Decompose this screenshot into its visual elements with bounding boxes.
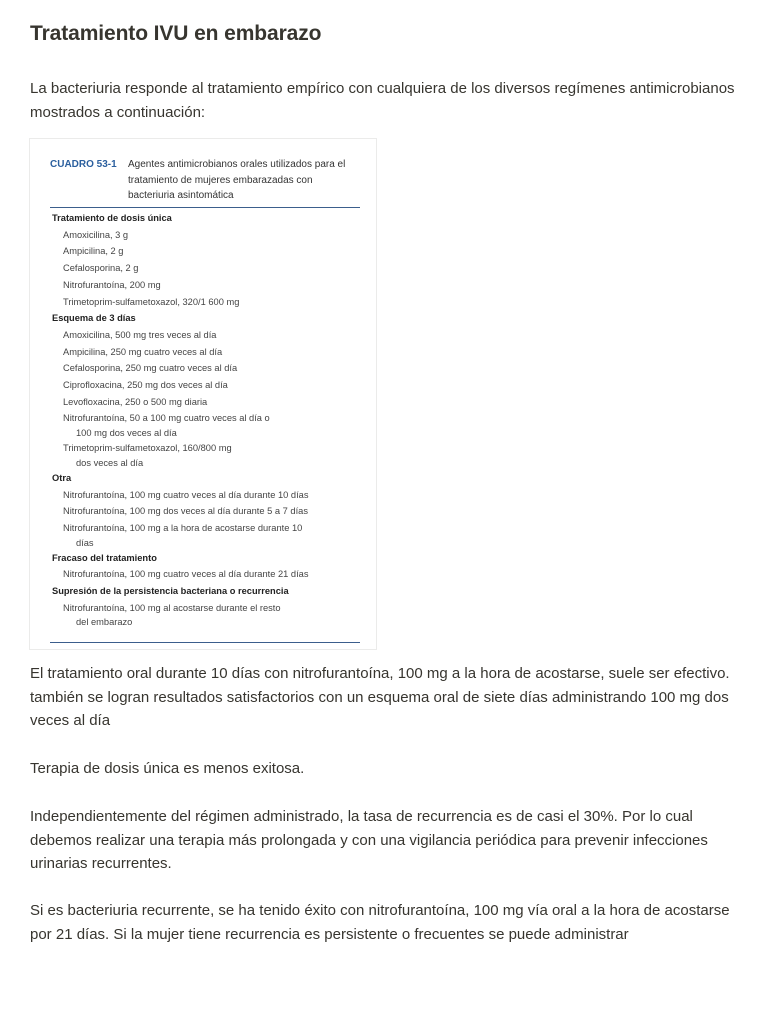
table-item (52, 410, 362, 440)
table-item: Nitrofurantoína, 100 mg cuatro veces al día durante 10 días (63, 489, 309, 500)
table-section-heading: Otra (52, 472, 72, 483)
table-top-rule (50, 207, 360, 208)
table-item: Amoxicilina, 3 g (63, 229, 129, 240)
table-section-heading: Supresión de la persistencia bacteriana o recurrencia (52, 586, 289, 597)
paragraph-recurrence: Independientemente del régimen administrado, la tasa de recurrencia es de casi el 30%. Por lo cual debemos realizar una terapia más prolongada y con una vigilancia periódica para prevenir infecciones urinarias recurrentes. (30, 808, 708, 872)
table-item: Amoxicilina, 500 mg tres veces al día (63, 329, 217, 340)
table-item (52, 440, 362, 470)
intro-paragraph: La bacteriuria responde al tratamiento empírico con cualquiera de los diversos regímenes antimicrobianos mostrados a continuación: (30, 80, 735, 121)
page-title: Tratamiento IVU en embarazo (30, 22, 322, 45)
paragraph-single-dose: Terapia de dosis única es menos exitosa. (30, 760, 305, 777)
table-item-continuation: 100 mg dos veces al día (76, 428, 177, 439)
table-item (52, 520, 362, 550)
table-number: CUADRO 53-1 (50, 159, 117, 170)
table-item-line: Nitrofurantoína, 100 mg al acostarse durante el resto (63, 602, 281, 613)
table-item-line: Nitrofurantoína, 50 a 100 mg cuatro veces al día o (63, 413, 270, 424)
table-header (50, 157, 358, 204)
table-item: Trimetoprim-sulfametoxazol, 320/1 600 mg (63, 296, 240, 307)
table-item: Nitrofurantoína, 100 mg cuatro veces al día durante 21 días (63, 569, 309, 580)
table-item: Ampicilina, 2 g (63, 246, 124, 257)
table-caption: Agentes antimicrobianos orales utilizados para el tratamiento de mujeres embarazadas con bacteriuria asintomática (128, 159, 346, 201)
table-item: Cefalosporina, 250 mg cuatro veces al día (63, 363, 238, 374)
table-bottom-rule (50, 642, 360, 643)
paragraph-treatment: El tratamiento oral durante 10 días con nitrofurantoína, 100 mg a la hora de acostarse, suele ser efectivo. también se logran resultados satisfactorios con un esquema oral de siete días administrando 100 mg dos veces al día (30, 665, 730, 729)
table-item: Levofloxacina, 250 o 500 mg diaria (63, 396, 208, 407)
table-item-continuation: del embarazo (76, 617, 133, 628)
table-item: Nitrofurantoína, 100 mg dos veces al día durante 5 a 7 días (63, 506, 308, 517)
table-item: Ciprofloxacina, 250 mg dos veces al día (63, 380, 228, 391)
table-section-heading: Esquema de 3 días (52, 313, 136, 324)
table-item: Cefalosporina, 2 g (63, 263, 139, 274)
table-item-line: Nitrofurantoína, 100 mg a la hora de acostarse durante 10 (63, 522, 303, 533)
table-item-line: Trimetoprim-sulfametoxazol, 160/800 mg (63, 443, 232, 454)
table-item-continuation: dos veces al día (76, 457, 144, 468)
table-item: Nitrofurantoína, 200 mg (63, 279, 161, 290)
table-item-continuation: días (76, 537, 94, 548)
table-section-heading: Tratamiento de dosis única (52, 213, 172, 223)
paragraph-recurrent-bacteriuria: Si es bacteriuria recurrente, se ha tenido éxito con nitrofurantoína, 100 mg vía oral a la hora de acostarse por 21 días. Si la mujer tiene recurrencia es persistente o frecuentes se puede administrar (30, 902, 730, 943)
table-section-heading: Fracaso del tratamiento (52, 552, 157, 563)
table-body (52, 210, 362, 629)
antimicrobial-table-image (29, 138, 377, 650)
table-item (52, 600, 362, 630)
table-item: Ampicilina, 250 mg cuatro veces al día (63, 346, 223, 357)
